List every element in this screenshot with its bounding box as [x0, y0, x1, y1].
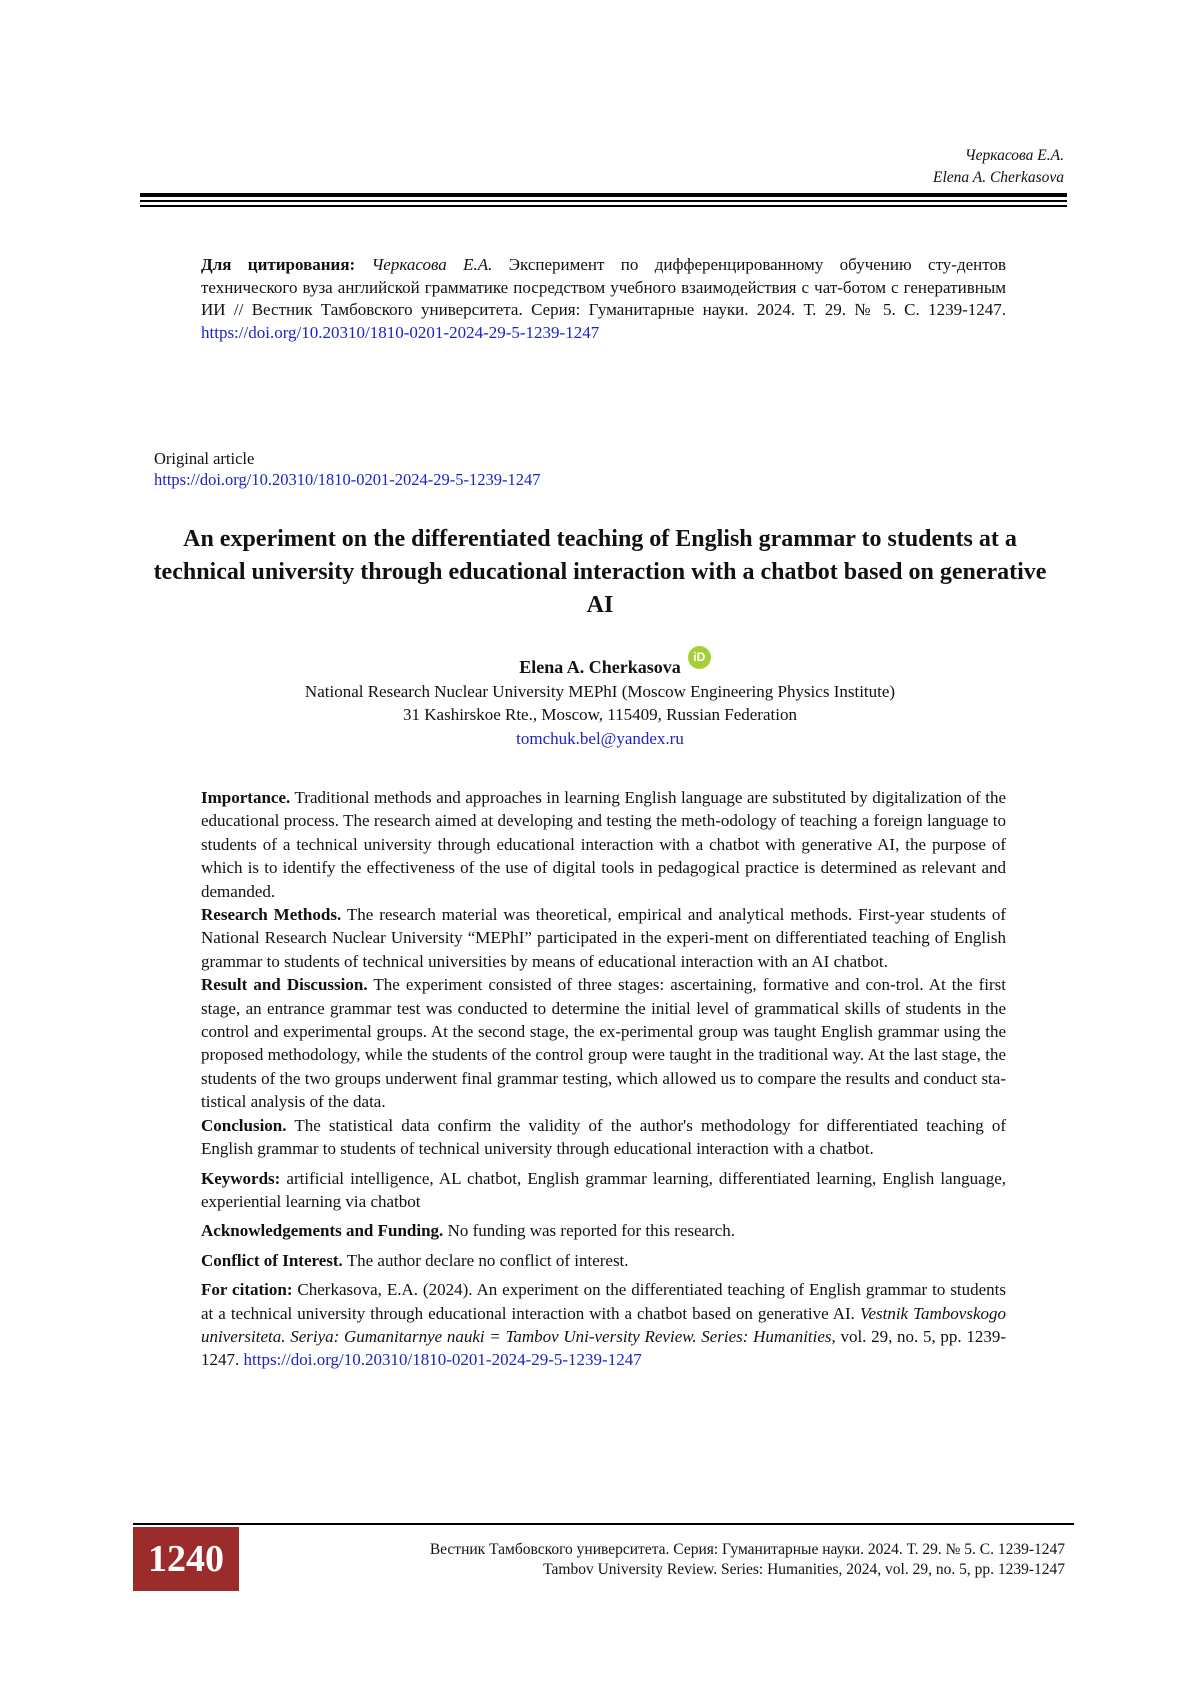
author-email-link[interactable]: tomchuk.bel@yandex.ru — [516, 728, 684, 748]
abstract-conclusion — [201, 1114, 1006, 1161]
keywords-label: Keywords: — [201, 1168, 281, 1188]
abstract-methods — [201, 903, 1006, 973]
header-rule-thick — [140, 193, 1067, 197]
abstract — [201, 786, 1006, 1372]
header-rule-thin-1 — [140, 200, 1067, 202]
article-type: Original article — [154, 449, 255, 468]
page-number-badge: 1240 — [133, 1527, 239, 1591]
funding-text: No funding was reported for this research. — [443, 1221, 736, 1241]
citation-english-journal: Vestnik Tambovskogo universiteta. Seriya: Gumanitarnye nauki = Tambov Uni-versity Review. Series: Humanities — [201, 1303, 1007, 1346]
header-rule-stack — [140, 193, 1067, 207]
funding-label: Acknowledgements and Funding. — [201, 1221, 444, 1241]
running-head-author-ru: Черкасова Е.А. — [964, 147, 1064, 164]
author-name-wrapper — [519, 650, 706, 680]
importance-text: Traditional methods and approaches in learning English language are substituted by digitalization of the educational process. The research aimed at developing and testing the meth-odology of teaching a foreign language to students of a technical university through educational interaction with a chatbot with generative AI, the purpose of which is to identify the effectiveness of the use of digital tools in pedagogical practice is determined as relevant and demanded. — [201, 788, 1006, 901]
importance-label: Importance. — [201, 788, 291, 807]
conclusion-text: The statistical data confirm the validity of the author's methodology for differentiated teaching of English grammar to students of technical university through educational interaction with a chatbot. — [201, 1115, 1006, 1159]
author-affiliation: National Research Nuclear University MEPhI (Moscow Engineering Physics Institute) — [304, 681, 896, 701]
running-head — [933, 145, 1064, 189]
citation-russian-author: Черкасова Е.А. — [371, 255, 493, 274]
running-head-author-en: Elena A. Cherkasova — [932, 169, 1064, 186]
citation-english-doi-link[interactable]: https://doi.org/10.20310/1810-0201-2024-29-5-1239-1247 — [243, 1350, 642, 1370]
funding — [201, 1219, 1006, 1242]
citation-russian-label: Для цитирования: — [201, 255, 356, 274]
keywords-text: artificial intelligence, AL chatbot, English grammar learning, differentiated learning, English language, experiential learning via chatbot — [201, 1168, 1006, 1211]
methods-text: The research material was theoretical, empirical and analytical methods. First-year students of National Research Nuclear University “MEPhI” participated in the experi-ment on differentiated teaching of English grammar to students of technical universities by means of educational interaction with an AI chatbot. — [201, 905, 1007, 971]
results-text: The experiment consisted of three stages: ascertaining, formative and con-trol. At the first stage, an entrance grammar test was conducted to determine the initial level of grammatical skills of students in the control and experimental groups. At the second stage, the ex-perimental group was taught English grammar using the proposed methodology, while the students of the control group were taught in the traditional way. At the last stage, the students of the two groups underwent final grammar testing, which allowed us to compare the results and conduct sta-tistical analysis of the data. — [201, 975, 1006, 1112]
citation-english-volume: , vol. 29, no. 5, pp. 1239-1247. — [201, 1326, 1006, 1370]
conflict-text: The author declare no conflict of interest. — [342, 1250, 629, 1270]
conflict-label: Conflict of Interest. — [201, 1250, 343, 1270]
footer-journal-ru: Вестник Тамбовского университета. Серия: Гуманитарные науки. 2024. Т. 29. № 5. С. 1239-1247 — [429, 1541, 1065, 1558]
orcid-icon[interactable]: iD — [688, 646, 711, 669]
citation-english-label: For citation: — [201, 1280, 293, 1300]
footer-journal-en: Tambov University Review. Series: Humanities, 2024, vol. 29, no. 5, pp. 1239-1247 — [543, 1561, 1065, 1578]
citation-english-text: Cherkasova, E.A. (2024). An experiment on the differentiated teaching of English grammar to students at a technical university through educational interaction with a chatbot based on generative AI. — [201, 1280, 1006, 1323]
footer-journal-info — [430, 1540, 1065, 1580]
abstract-results — [201, 973, 1006, 1113]
keywords — [201, 1167, 1006, 1214]
citation-russian-text: Эксперимент по дифференцированному обучению сту-дентов технического вуза английской грамматике посредством учебного взаимодействия с чат-ботом с генеративным ИИ // Вестник Тамбовского университета. Серия: Гуманитарные науки. 2024. Т. 29. № 5. С. 1239-1247. — [201, 255, 1006, 319]
methods-label: Research Methods. — [201, 905, 342, 925]
citation-russian — [201, 254, 1006, 344]
abstract-importance — [201, 786, 1006, 903]
citation-russian-doi-link[interactable]: https://doi.org/10.20310/1810-0201-2024-29-5-1239-1247 — [201, 322, 600, 342]
article-meta — [154, 448, 541, 490]
author-name: Elena A. Cherkasova — [519, 657, 681, 677]
author-address: 31 Kashirskoe Rte., Moscow, 115409, Russian Federation — [403, 705, 797, 724]
conclusion-label: Conclusion. — [201, 1115, 287, 1135]
conflict-of-interest — [201, 1249, 1006, 1272]
article-doi-link[interactable]: https://doi.org/10.20310/1810-0201-2024-29-5-1239-1247 — [154, 470, 541, 489]
results-label: Result and Discussion. — [201, 975, 368, 995]
author-block — [150, 650, 1050, 750]
footer-rule — [133, 1523, 1074, 1525]
header-rule-thin-2 — [140, 205, 1067, 207]
article-title: An experiment on the differentiated teaching of English grammar to students at a technical university through educational interaction with a chatbot based on generative AI — [153, 526, 1047, 618]
citation-english — [201, 1278, 1006, 1372]
